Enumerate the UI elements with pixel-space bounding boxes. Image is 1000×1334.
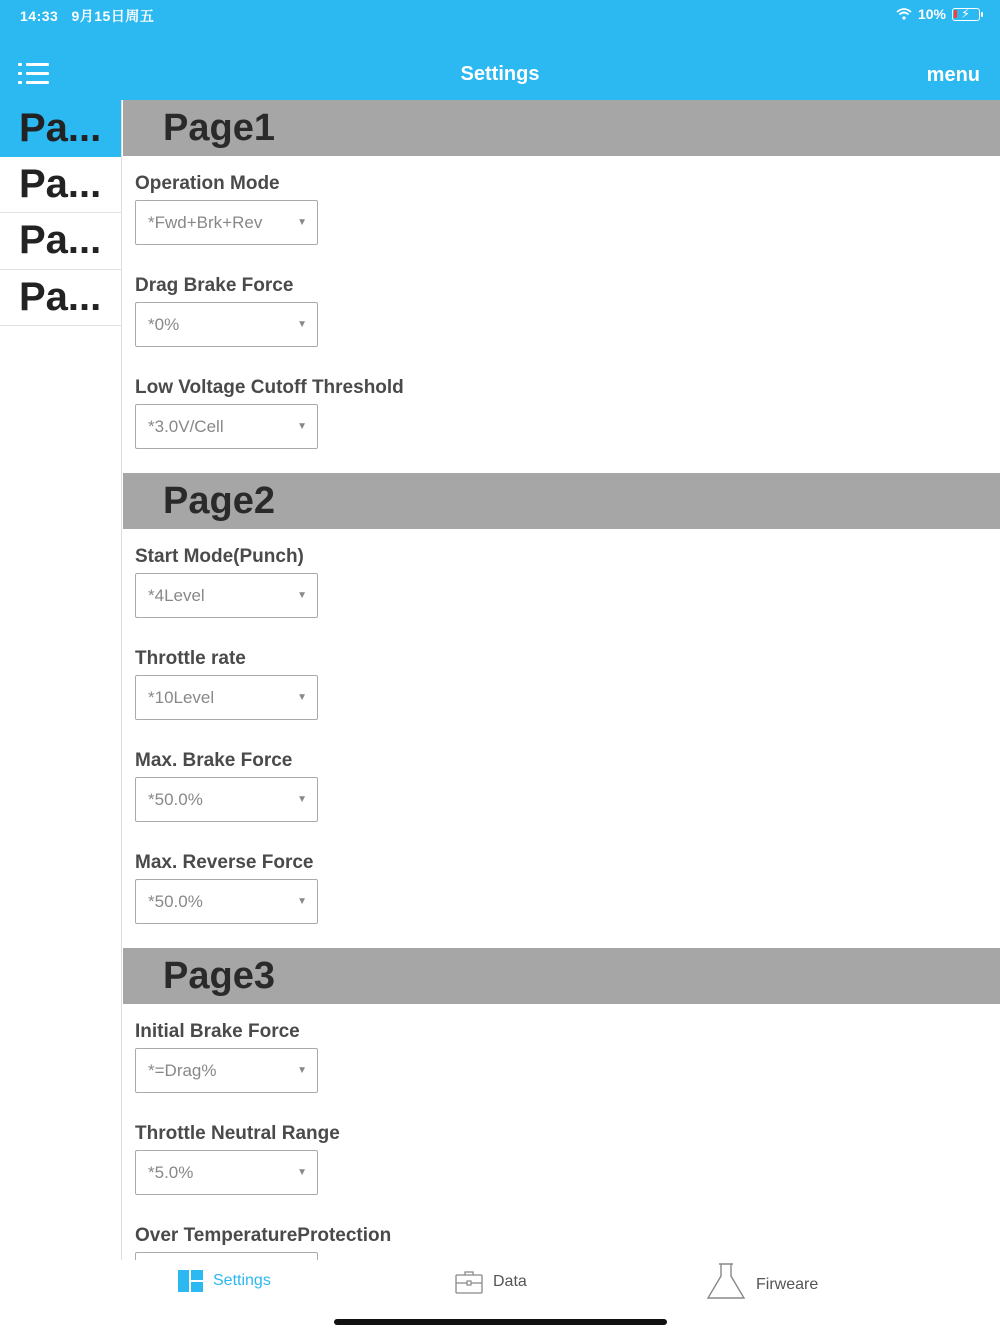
section-header-page3: Page3 [123, 948, 1000, 1004]
section-header-page2: Page2 [123, 473, 1000, 529]
briefcase-icon [455, 1270, 483, 1294]
battery-icon: ⚡ [952, 8, 980, 21]
select-value: *0% [148, 314, 180, 334]
sidebar-item-page2[interactable]: Pa... [0, 157, 121, 214]
operation-mode-select[interactable] [135, 200, 318, 245]
dropdown-arrow-icon: ▼ [297, 319, 307, 330]
sidebar-item-page3[interactable]: Pa... [0, 213, 121, 270]
tab-data[interactable] [455, 1270, 527, 1294]
select-value: *50.0% [148, 789, 203, 809]
field-label: Throttle rate [135, 648, 246, 669]
flask-icon [706, 1262, 746, 1300]
throttle-neutral-range-select[interactable] [135, 1150, 318, 1195]
start-mode-select[interactable] [135, 573, 318, 618]
dropdown-arrow-icon: ▼ [297, 794, 307, 805]
dropdown-arrow-icon: ▼ [297, 217, 307, 228]
status-time [20, 6, 154, 26]
select-value: *10Level [148, 687, 215, 707]
tab-label: Data [493, 1273, 527, 1290]
top-bar [0, 0, 1000, 100]
status-indicators [896, 6, 980, 22]
initial-brake-force-select[interactable] [135, 1048, 318, 1093]
tab-firmware[interactable] [706, 1270, 818, 1300]
select-value: *4Level [148, 585, 205, 605]
section-page1 [123, 156, 1000, 473]
dropdown-arrow-icon: ▼ [297, 1065, 307, 1076]
drag-brake-force-select[interactable] [135, 302, 318, 347]
tab-settings[interactable] [178, 1270, 271, 1292]
field-label: Drag Brake Force [135, 275, 294, 296]
status-date: 9月15日周五 [71, 8, 155, 24]
battery-percent: 10% [917, 6, 946, 22]
low-voltage-cutoff-select[interactable] [135, 404, 318, 449]
field-label: Over TemperatureProtection [135, 1225, 392, 1246]
field-label: Operation Mode [135, 173, 280, 194]
max-reverse-force-select[interactable] [135, 879, 318, 924]
dropdown-arrow-icon: ▼ [297, 1167, 307, 1178]
section-page2 [123, 529, 1000, 948]
tab-label: Settings [213, 1272, 271, 1289]
home-indicator[interactable] [334, 1319, 667, 1325]
field-label: Start Mode(Punch) [135, 546, 304, 567]
dashboard-icon [178, 1270, 203, 1292]
select-value: *Fwd+Brk+Rev [148, 212, 263, 232]
wifi-icon [896, 8, 912, 20]
sidebar [0, 100, 122, 1260]
field-label: Max. Brake Force [135, 750, 293, 771]
sidebar-item-page4[interactable]: Pa... [0, 270, 121, 327]
menu-button[interactable]: menu [926, 64, 980, 86]
throttle-rate-select[interactable] [135, 675, 318, 720]
field-label: Initial Brake Force [135, 1021, 300, 1042]
field-label: Throttle Neutral Range [135, 1123, 340, 1144]
page-title: Settings [460, 63, 540, 85]
dropdown-arrow-icon: ▼ [297, 692, 307, 703]
select-value: *=Drag% [148, 1060, 217, 1080]
sidebar-item-page1[interactable]: Pa... [0, 100, 121, 157]
section-header-page1: Page1 [123, 100, 1000, 156]
tab-label: Firweare [756, 1276, 819, 1293]
select-value: *50.0% [148, 891, 203, 911]
field-label: Max. Reverse Force [135, 852, 314, 873]
field-label: Low Voltage Cutoff Threshold [135, 377, 404, 398]
dropdown-arrow-icon: ▼ [297, 896, 307, 907]
select-value: *3.0V/Cell [148, 416, 224, 436]
status-clock: 14:33 [20, 8, 59, 24]
max-brake-force-select[interactable] [135, 777, 318, 822]
select-value: *5.0% [148, 1162, 194, 1182]
settings-content[interactable] [123, 100, 1000, 1260]
dropdown-arrow-icon: ▼ [297, 590, 307, 601]
dropdown-arrow-icon: ▼ [297, 421, 307, 432]
